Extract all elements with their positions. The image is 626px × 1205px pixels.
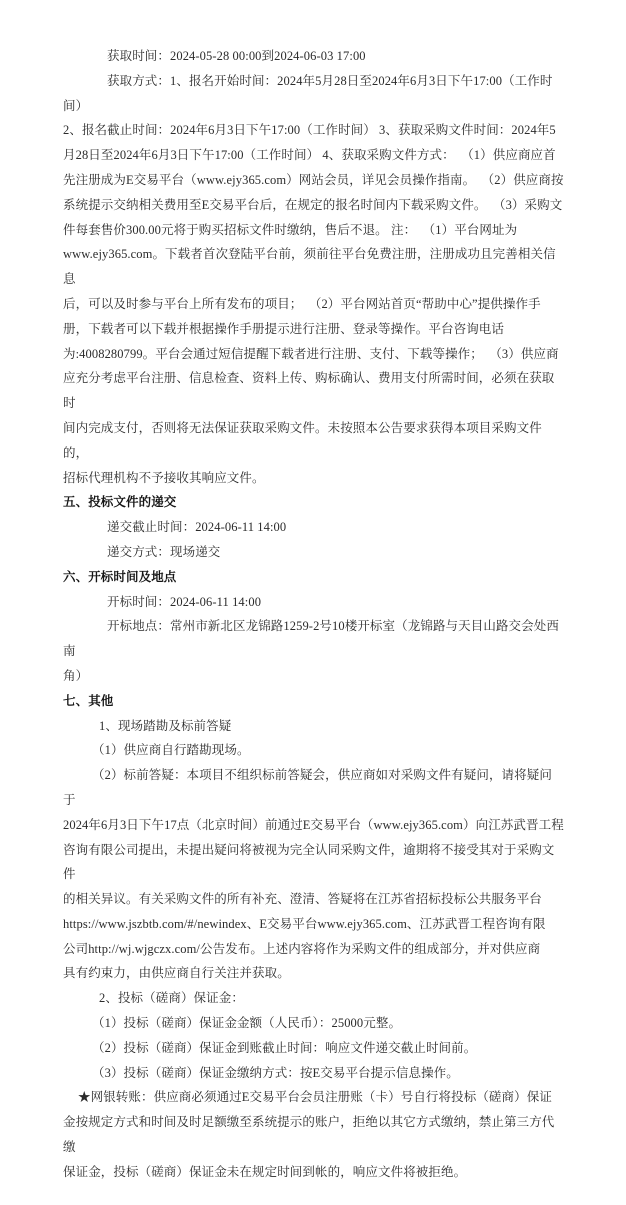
document-line: （2）标前答疑：本项目不组织标前答疑会，供应商如对采购文件有疑问，请将疑问于 [63,768,552,807]
document-line: 保证金，投标（磋商）保证金未在规定时间到帐的，响应文件将被拒绝。 [63,1164,467,1179]
document-line: （1）供应商自行踏勘现场。 [92,743,250,758]
document-line: 招标代理机构不予接收其响应文件。 [63,470,265,485]
document-line: （2）投标（磋商）保证金到账截止时间：响应文件递交截止时间前。 [92,1040,477,1055]
document-line: 角） [63,668,89,683]
document-line: 先注册成为E交易平台（www.ejy365.com）网站会员，详见会员操作指南。 （2）供应商按 [63,172,564,187]
document-line: （1）投标（磋商）保证金金额（人民币）：25000元整。 [92,1016,402,1031]
document-line: 获取时间：2024-05-28 00:00到2024-06-03 17:00 [107,49,366,63]
document-line: 后，可以及时参与平台上所有发布的项目； （2）平台网站首页“帮助中心”提供操作手 [63,296,541,311]
document-line: 间内完成支付，否则将无法保证获取采购文件。未按照本公告要求获得本项目采购文件的， [63,420,542,460]
document-line: 开标地点：常州市新北区龙锦路1259-2号10楼开标室（龙锦路与天目山路交会处西南 [63,619,559,659]
document-line: 具有约束力，由供应商自行关注并获取。 [63,966,290,981]
document-line: 的相关异议。有关采购文件的所有补充、澄清、答疑将在江苏省招标投标公共服务平台 [63,892,542,907]
document-line: ★网银转账：供应商必须通过E交易平台会员注册账（卡）号自行将投标（磋商）保证 [78,1090,552,1105]
document-line: （3）投标（磋商）保证金缴纳方式：按E交易平台提示信息操作。 [92,1065,459,1080]
document-body [63,44,564,1185]
document-line: www.ejy365.com。下载者首次登陆平台前，须前往平台免费注册，注册成功且完善相关信息 [63,247,556,287]
document-line: 公司http://wj.wjgczx.com/公告发布。上述内容将作为采购文件的组成部分，并对供应商 [63,941,541,956]
document-line: 月28日至2024年6月3日下午17:00（工作时间） 4、获取采购文件方式： （1）供应商应首 [63,148,556,163]
document-line: https://www.jszbtb.com/#/newindex、E交易平台www.ejy365.com、江苏武晋工程咨询有限 [63,916,546,931]
document-line: 1、现场踏勘及标前答疑 [99,718,232,733]
section-heading: 七、其他 [63,693,114,708]
document-line: 2、报名截止时间：2024年6月3日下午17:00（工作时间） 3、获取采购文件时间：2024年5 [63,123,556,138]
document-line: 金按规定方式和时间及时足额缴至系统提示的账户，拒绝以其它方式缴纳，禁止第三方代缴 [63,1115,555,1155]
document-line: 2024年6月3日下午17点（北京时间）前通过E交易平台（www.ejy365.com）向江苏武晋工程 [63,817,564,832]
document-line: 2、投标（磋商）保证金： [99,991,244,1006]
document-line: 件每套售价300.00元将于购买招标文件时缴纳，售后不退。 注： （1）平台网址为 [63,222,518,237]
section-heading: 五、投标文件的递交 [63,495,177,510]
section-heading: 六、开标时间及地点 [63,569,177,584]
document-line: 获取方式：1、报名开始时间：2024年5月28日至2024年6月3日下午17:00（工作时间） [63,73,553,113]
document-line: 开标时间：2024-06-11 14:00 [107,594,262,609]
document-line: 应充分考虑平台注册、信息检查、资料上传、购标确认、费用支付所需时间，必须在获取时 [63,371,555,411]
document-line: 册，下载者可以下载并根据操作手册提示进行注册、登录等操作。平台咨询电话 [63,321,505,336]
document-line: 递交方式：现场递交 [107,544,221,559]
document-line: 递交截止时间：2024-06-11 14:00 [107,520,287,535]
document-line: 为:4008280799。平台会通过短信提醒下载者进行注册、支付、下载等操作； （3）供应商 [63,346,559,361]
document-line: 系统提示交纳相关费用至E交易平台后，在规定的报名时间内下载采购文件。 （3）采购文 [63,197,563,212]
document-line: 咨询有限公司提出，未提出疑问将被视为完全认同采购文件，逾期将不接受其对于采购文件 [63,842,555,882]
